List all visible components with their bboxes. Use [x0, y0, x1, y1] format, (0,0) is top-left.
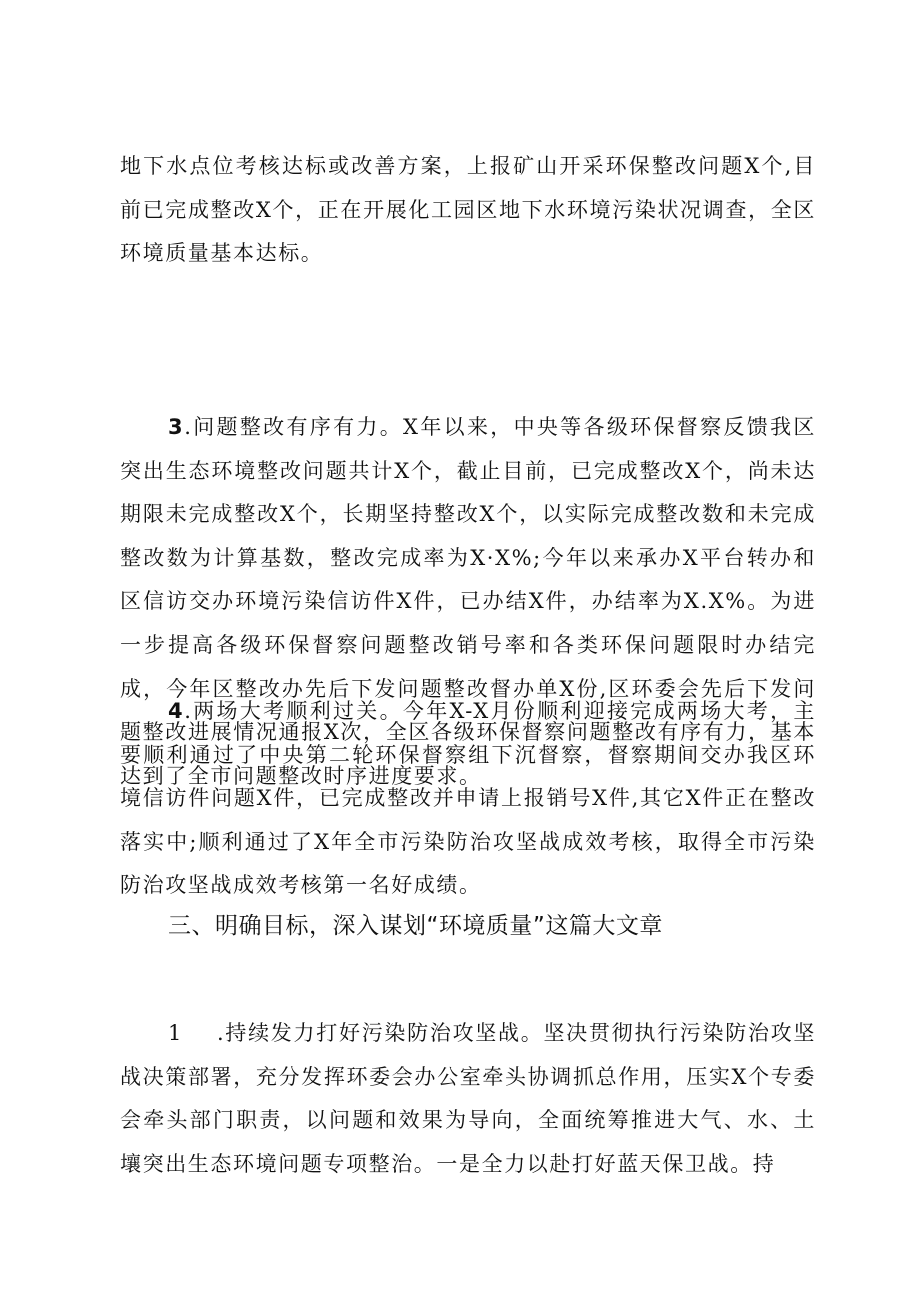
section-heading: 三、明确目标，深入谋划“环境质量”这篇大文章	[168, 913, 663, 939]
item-number: 1	[168, 1021, 183, 1045]
item-number: 3	[168, 415, 185, 439]
item-text: .持续发力打好污染防治攻坚战。坚决贯彻执行污染防治攻坚战决策部署，充分发挥环委会办公室牵头协调抓总作用，压实X个专委会牵头部门职责，以问题和效果为导向，全面统筹推进大气、水、土壤突出生态环境问题专项整治。一是全力以赴打好蓝天保卫战。持	[120, 1021, 816, 1176]
item-text: .问题整改有序有力。X年以来，中央等各级环保督察反馈我区突出生态环境整改问题共计X个，截止目前，已完成整改X个，尚未达期限未完成整改X个，长期坚持整改X个，以实际完成整改数和未完成整改数为计算基数，整改完成率为X·X%;今年以来承办X平台转办和区信访交办环境污染信访件X件，已办结X件，办结率为X.X%。为进一步提高各级环保督察问题整改销号率和各类环保问题限时办结完成，今年区整改办先后下发问题整改督办单X份,区环委会先后下发问题整改进展情况通报X次，全区各级环保督察问题整改有序有力，基本达到了全市问题整改时序进度要求。	[120, 415, 816, 788]
paragraph-item-1	[120, 1012, 816, 1186]
paragraph-continued: 地下水点位考核达标或改善方案，上报矿山开采环保整改问题X个,目前已完成整改X个，正在开展化工园区地下水环境污染状况调查，全区环境质量基本达标。	[120, 154, 816, 266]
paragraph-item-4	[120, 690, 816, 908]
item-text: .两场大考顺利过关。今年X-X月份顺利迎接完成两场大考，主要顺利通过了中央第二轮环保督察组下沉督察，督察期间交办我区环境信访件问题X件，已完成整改并申请上报销号X件,其它X件正在整改落实中;顺利通过了X年全市污染防治攻坚战成效考核，取得全市污染防治攻坚战成效考核第一名好成绩。	[120, 699, 816, 898]
item-number: 4	[168, 699, 185, 723]
